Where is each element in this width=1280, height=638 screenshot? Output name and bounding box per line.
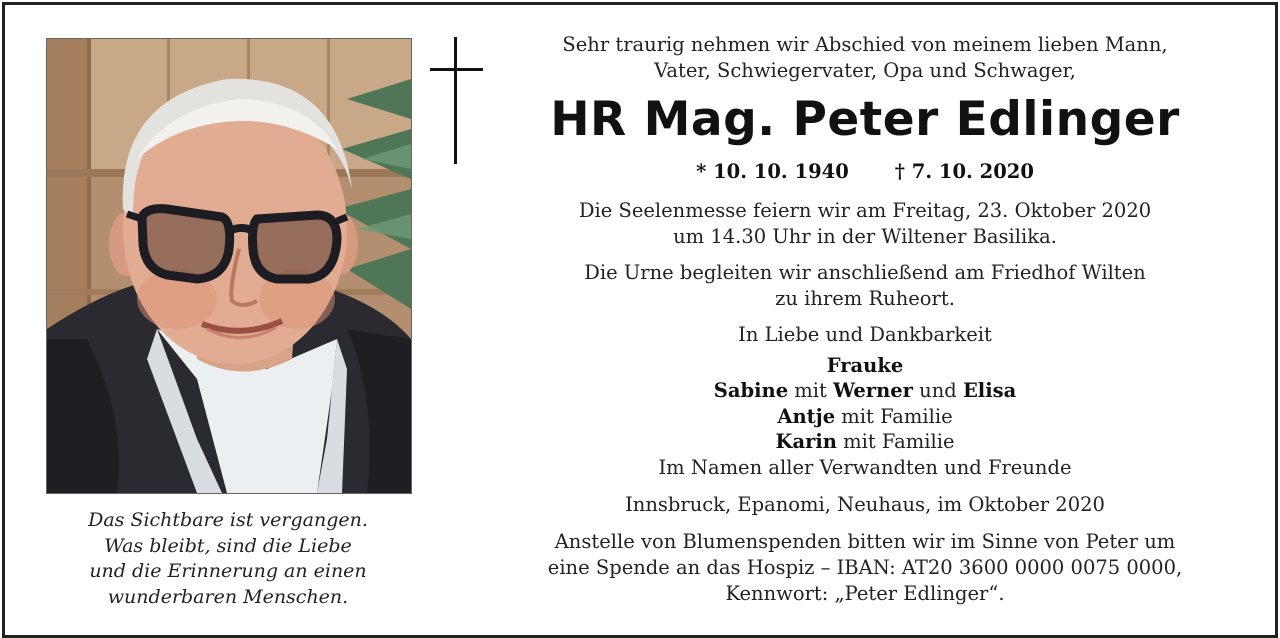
service-line-1: Die Seelenmesse feiern wir am Freitag, 23. Oktober 2020 [578, 199, 1152, 222]
urn-line-2: zu ihrem Ruheort. [775, 287, 955, 310]
mourner-name: Sabine [713, 379, 789, 402]
mourner-name: Frauke [826, 354, 904, 377]
death-date: † 7. 10. 2020 [894, 160, 1034, 183]
intro-line-2: Vater, Schwiegervater, Opa und Schwager, [654, 59, 1076, 82]
cross-horizontal-bar [430, 68, 483, 71]
birth-date: * 10. 10. 1940 [696, 160, 849, 183]
gratitude-line: In Liebe und Dankbarkeit [738, 323, 992, 346]
service-line-2: um 14.30 Uhr in der Wiltener Basilika. [673, 225, 1057, 248]
mourner-name: Karin [775, 430, 837, 453]
quote-line: und die Erinnerung an einen [89, 560, 367, 582]
mourner-frauke [505, 354, 1225, 377]
urn-line-1: Die Urne begleiten wir anschließend am Friedhof Wilten [584, 261, 1146, 284]
donation-line-3: Kennwort: „Peter Edlinger“. [725, 582, 1005, 605]
mourner-antje-line [505, 405, 1225, 428]
donation-line-1: Anstelle von Blumenspenden bitten wir im Sinne von Peter um [554, 530, 1176, 553]
mourner-connector: mit Familie [835, 405, 953, 428]
mourner-name: Antje [777, 405, 836, 428]
mourner-relatives: Im Namen aller Verwandten und Freunde [658, 456, 1072, 479]
mourner-connector: und [912, 379, 963, 402]
quote-line: Das Sichtbare ist vergangen. [88, 509, 368, 531]
donation-line-2: eine Spende an das Hospiz – IBAN: AT20 3600 0000 0075 0000, [547, 556, 1183, 579]
mourner-connector: mit Familie [836, 430, 955, 453]
quote-line: Was bleibt, sind die Liebe [104, 534, 352, 557]
life-dates [505, 160, 1225, 183]
intro-line-1: Sehr traurig nehmen wir Abschied von meinem lieben Mann, [562, 33, 1168, 56]
cross-vertical-bar [454, 37, 457, 164]
mourner-name: Elisa [962, 379, 1017, 402]
mourner-name: Werner [833, 379, 913, 402]
mourner-karin-line [505, 430, 1225, 453]
portrait-photo [46, 38, 412, 494]
quote-line: wunderbaren Menschen. [107, 585, 349, 608]
deceased-name: HR Mag. Peter Edlinger [550, 92, 1180, 147]
mourner-connector: mit [788, 379, 834, 402]
memorial-quote [46, 508, 410, 610]
places-line: Innsbruck, Epanomi, Neuhaus, im Oktober 2020 [625, 493, 1105, 516]
mourner-sabine-line [505, 379, 1225, 402]
